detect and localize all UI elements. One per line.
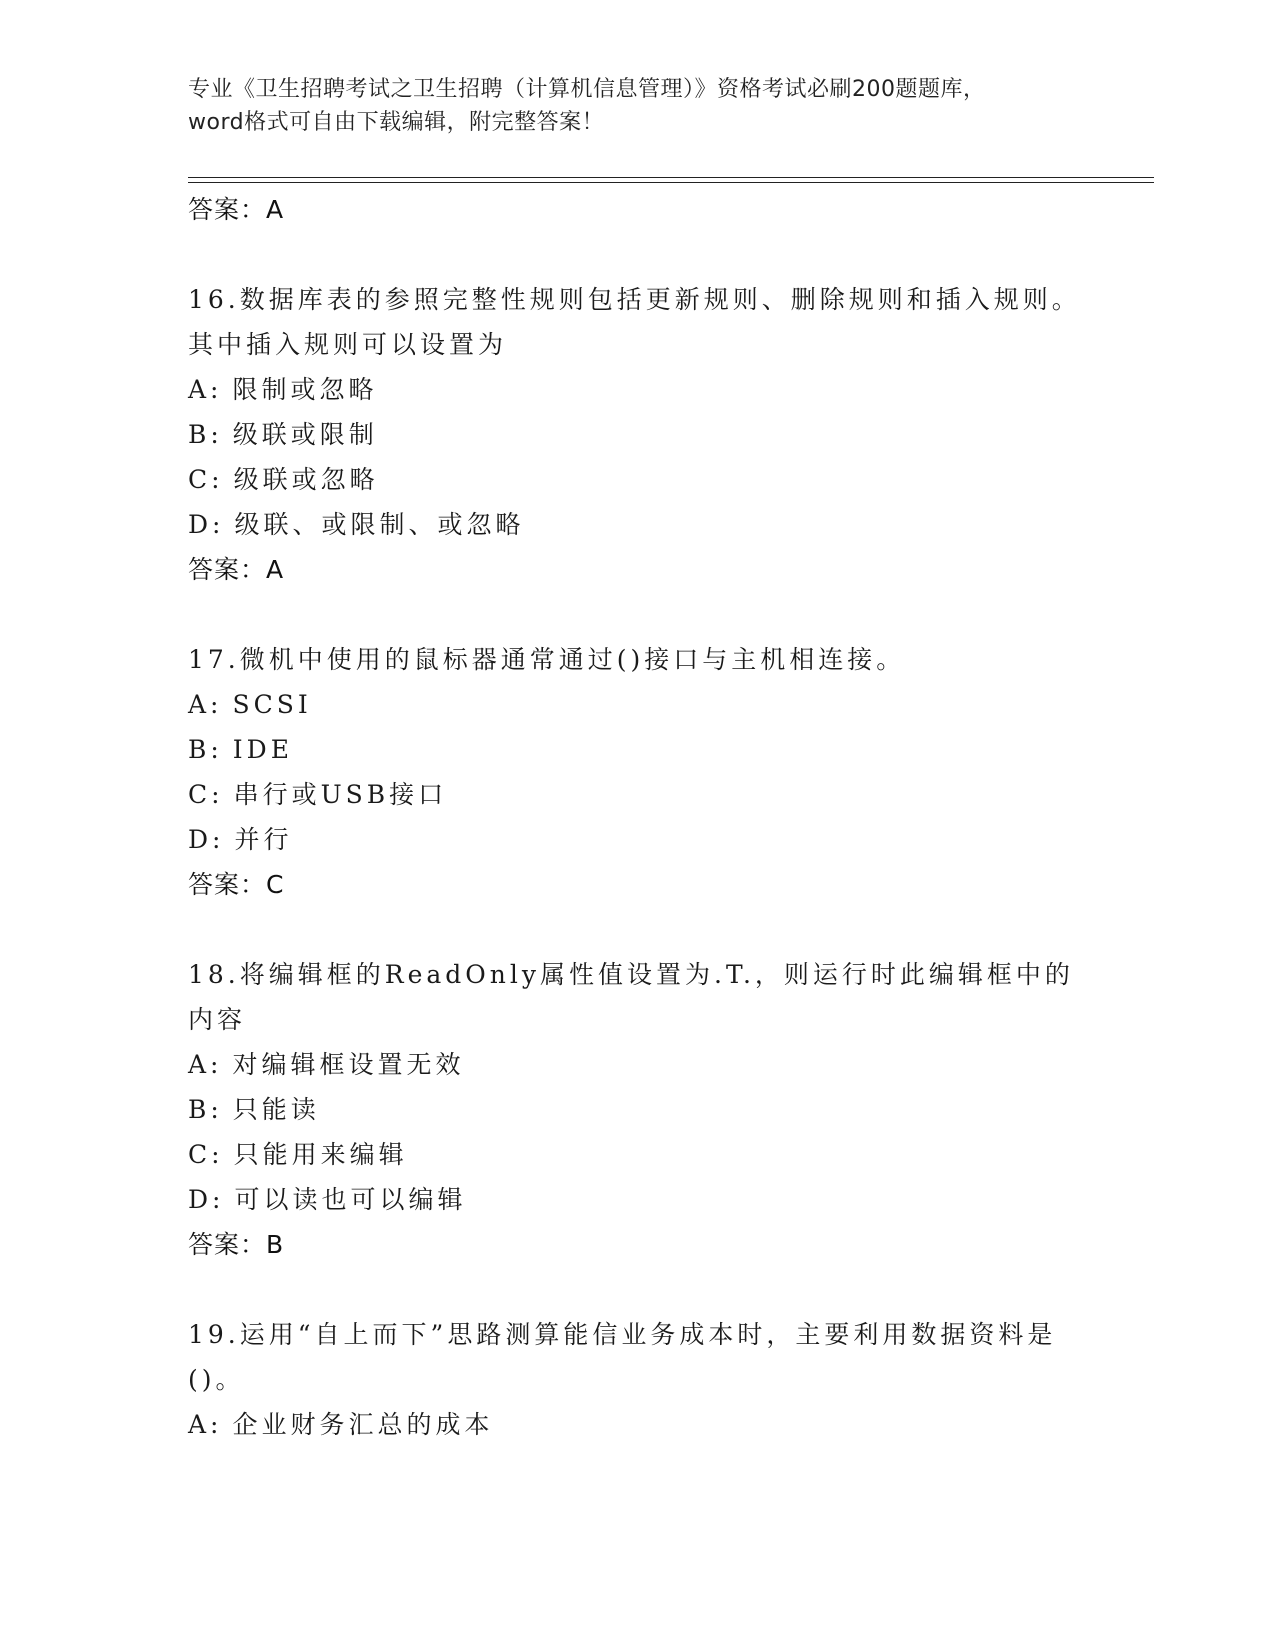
answer-line: 答案：B xyxy=(188,1230,285,1259)
option-label: A: xyxy=(188,1410,223,1439)
option-label: B: xyxy=(188,1095,223,1124)
question-text: 17.微机中使用的鼠标器通常通过()接口与主机相连接。 xyxy=(188,645,906,674)
header-line-1: 专业《卫生招聘考试之卫生招聘（计算机信息管理）》资格考试必刷200题题库， xyxy=(188,77,986,102)
option-text: 级联、或限制、或忽略 xyxy=(234,510,525,539)
option-label: A: xyxy=(188,1050,223,1079)
option-text: 级联或限制 xyxy=(232,420,378,449)
option-label: C: xyxy=(188,1140,224,1169)
option-label: A: xyxy=(188,375,223,404)
option-label: B: xyxy=(188,420,223,449)
option-item xyxy=(188,682,1088,727)
option-item xyxy=(188,1087,1088,1132)
option-text: SCSI xyxy=(232,690,312,719)
option-label: B: xyxy=(188,735,223,764)
option-item xyxy=(188,1402,1088,1447)
question-list xyxy=(188,187,1088,1447)
question-text: 16.数据库表的参照完整性规则包括更新规则、删除规则和插入规则。其中插入规则可以设置为 xyxy=(188,285,1081,359)
header-line-2: word格式可自由下载编辑，附完整答案！ xyxy=(188,110,605,135)
option-label: C: xyxy=(188,780,224,809)
option-label: D: xyxy=(188,1185,225,1214)
option-label: D: xyxy=(188,825,225,854)
option-text: 级联或忽略 xyxy=(233,465,379,494)
option-text: 只能用来编辑 xyxy=(233,1140,408,1169)
option-label: D: xyxy=(188,510,225,539)
option-item xyxy=(188,457,1088,502)
option-text: 并行 xyxy=(234,825,293,854)
header-divider-bottom xyxy=(188,182,1154,183)
option-text: IDE xyxy=(232,735,293,764)
option-text: 限制或忽略 xyxy=(232,375,378,404)
option-text: 只能读 xyxy=(232,1095,320,1124)
option-text: 企业财务汇总的成本 xyxy=(232,1410,494,1439)
document-header xyxy=(188,73,1088,139)
option-label: A: xyxy=(188,690,223,719)
answer-line: 答案：A xyxy=(188,195,285,224)
option-text: 对编辑框设置无效 xyxy=(232,1050,465,1079)
option-text: 可以读也可以编辑 xyxy=(234,1185,467,1214)
question-text: 19.运用“自上而下”思路测算能信业务成本时，主要利用数据资料是()。 xyxy=(188,1320,1057,1394)
question-text: 18.将编辑框的ReadOnly属性值设置为.T.，则运行时此编辑框中的内容 xyxy=(188,960,1074,1034)
option-item xyxy=(188,1132,1088,1177)
option-item xyxy=(188,1177,1088,1222)
option-item xyxy=(188,1042,1088,1087)
option-item xyxy=(188,412,1088,457)
option-item xyxy=(188,367,1088,412)
option-text: 串行或USB接口 xyxy=(233,780,448,809)
answer-line: 答案：C xyxy=(188,870,285,899)
option-item xyxy=(188,502,1088,547)
option-label: C: xyxy=(188,465,224,494)
answer-line: 答案：A xyxy=(188,555,285,584)
option-item xyxy=(188,817,1088,862)
option-item xyxy=(188,727,1088,772)
option-item xyxy=(188,772,1088,817)
header-divider-top xyxy=(188,177,1154,178)
